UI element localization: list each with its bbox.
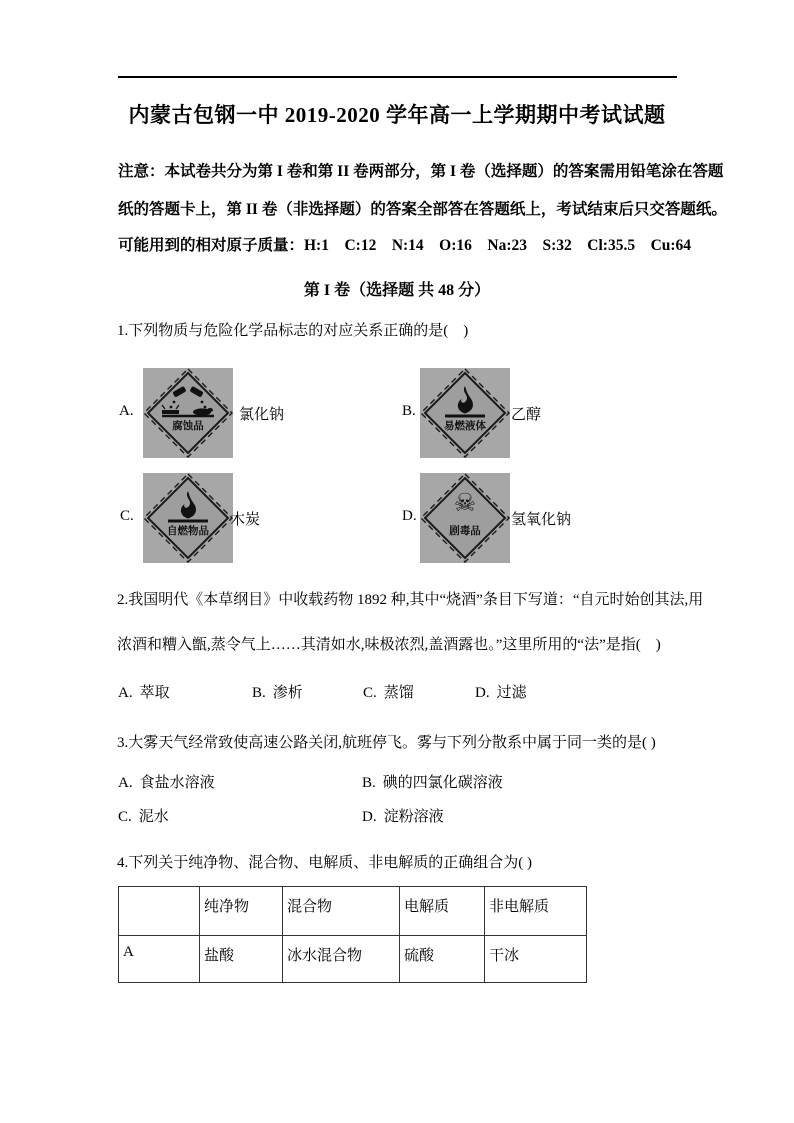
hazard-sign-label-spontaneous: 自燃物品 xyxy=(167,526,209,537)
q2-option-b-letter: B. xyxy=(252,685,266,701)
q4-table-header-pure: 纯净物 xyxy=(200,887,283,936)
flame-icon xyxy=(420,368,510,458)
q3-option-a xyxy=(118,771,215,792)
q2-option-a-letter: A. xyxy=(118,685,133,701)
q1-option-b-letter: B. xyxy=(402,403,416,419)
q2-option-a-text: 萃取 xyxy=(139,685,170,701)
q4-table-cell: 干冰 xyxy=(485,936,587,983)
hazard-sign-spontaneous-combustion xyxy=(143,473,233,563)
q2-option-a xyxy=(118,681,170,702)
q1-option-a-substance: 氯化钠 xyxy=(239,407,285,423)
q3-option-c-text: 泥水 xyxy=(138,809,169,825)
q4-table-header-blank xyxy=(119,887,200,936)
q3-option-d-letter: D. xyxy=(362,809,377,825)
q4-table-header-mixture: 混合物 xyxy=(283,887,400,936)
q1-option-d-letter: D. xyxy=(402,508,417,524)
question-4-text: 4.下列关于纯净物、混合物、电解质、非电解质的正确组合为( ) xyxy=(117,855,532,871)
q3-option-a-letter: A. xyxy=(118,775,133,791)
q4-table-cell: 盐酸 xyxy=(200,936,283,983)
hazard-sign-label-toxic: 剧毒品 xyxy=(449,526,481,537)
q2-option-d-text: 过滤 xyxy=(496,685,527,701)
q1-option-a-letter: A. xyxy=(119,403,134,419)
hazard-sign-label-corrosive: 腐蚀品 xyxy=(172,421,204,432)
q4-table-cell: 冰水混合物 xyxy=(283,936,400,983)
question-2-line-2: 浓酒和糟入甑,蒸令气上……其清如水,味极浓烈,盖酒露也。”这里所用的“法”是指( ) xyxy=(117,637,661,653)
q3-option-a-text: 食盐水溶液 xyxy=(139,775,215,791)
question-3-text: 3.大雾天气经常致使高速公路关闭,航班停飞。雾与下列分散系中属于同一类的是( ) xyxy=(117,735,656,751)
q4-table-header-row xyxy=(119,887,587,936)
q1-option-c-substance: 木炭 xyxy=(230,512,261,528)
q2-option-c xyxy=(363,681,414,702)
q4-table-header-electrolyte: 电解质 xyxy=(400,887,485,936)
q2-option-d-letter: D. xyxy=(475,685,490,701)
atomic-masses-line: 可能用到的相对原子质量：H:1 C:12 N:14 O:16 Na:23 S:32 Cl:35.5 Cu:64 xyxy=(118,237,692,254)
section-title: 第 I 卷（选择题 共 48 分） xyxy=(303,282,491,299)
q3-option-d xyxy=(362,805,444,826)
q4-table-row-a-label: A xyxy=(119,936,200,983)
flame-icon xyxy=(143,473,233,563)
q2-option-b xyxy=(252,681,303,702)
hazard-sign-corrosive xyxy=(143,368,233,458)
q3-option-b-letter: B. xyxy=(362,775,376,791)
question-2-line-1: 2.我国明代《本草纲目》中收载药物 1892 种,其中“烧酒”条目下写道：“自元时始创其法,用 xyxy=(117,592,704,608)
q3-option-b xyxy=(362,771,503,792)
q1-option-d-substance: 氢氧化钠 xyxy=(511,512,572,528)
q2-option-c-letter: C. xyxy=(363,685,377,701)
skull-glyph: ☠ xyxy=(453,488,477,517)
q4-table-cell: 硫酸 xyxy=(400,936,485,983)
hazard-sign-flammable-liquid xyxy=(420,368,510,458)
q4-table-header-nonelectrolyte: 非电解质 xyxy=(485,887,587,936)
q2-option-c-text: 蒸馏 xyxy=(383,685,414,701)
q2-option-b-text: 渗析 xyxy=(272,685,303,701)
question-1-text: 1.下列物质与危险化学品标志的对应关系正确的是( ) xyxy=(117,323,469,339)
q1-option-c-letter: C. xyxy=(120,508,134,524)
q1-option-b-substance: 乙醇 xyxy=(511,407,542,423)
q3-option-c xyxy=(118,805,169,826)
q2-option-d xyxy=(475,681,527,702)
q3-option-b-text: 碘的四氯化碳溶液 xyxy=(382,775,503,791)
hazard-sign-toxic xyxy=(420,473,510,563)
page-title: 内蒙古包钢一中 2019-2020 学年高一上学期期中考试试题 xyxy=(128,103,666,127)
hazard-sign-label-flammable: 易燃液体 xyxy=(444,421,486,432)
q3-option-d-text: 淀粉溶液 xyxy=(383,809,444,825)
q4-table-row-a xyxy=(119,936,587,983)
corrosive-icon xyxy=(143,368,233,458)
notice-line-1: 注意：本试卷共分为第 I 卷和第 II 卷两部分，第 I 卷（选择题）的答案需用铅笔涂在答题 xyxy=(118,163,724,180)
header-rule xyxy=(118,76,677,78)
q3-option-c-letter: C. xyxy=(118,809,132,825)
skull-icon xyxy=(420,473,510,563)
notice-line-2: 纸的答题卡上，第 II 卷（非选择题）的答案全部答在答题纸上，考试结束后只交答题纸。 xyxy=(118,201,727,218)
q4-table xyxy=(118,886,587,983)
